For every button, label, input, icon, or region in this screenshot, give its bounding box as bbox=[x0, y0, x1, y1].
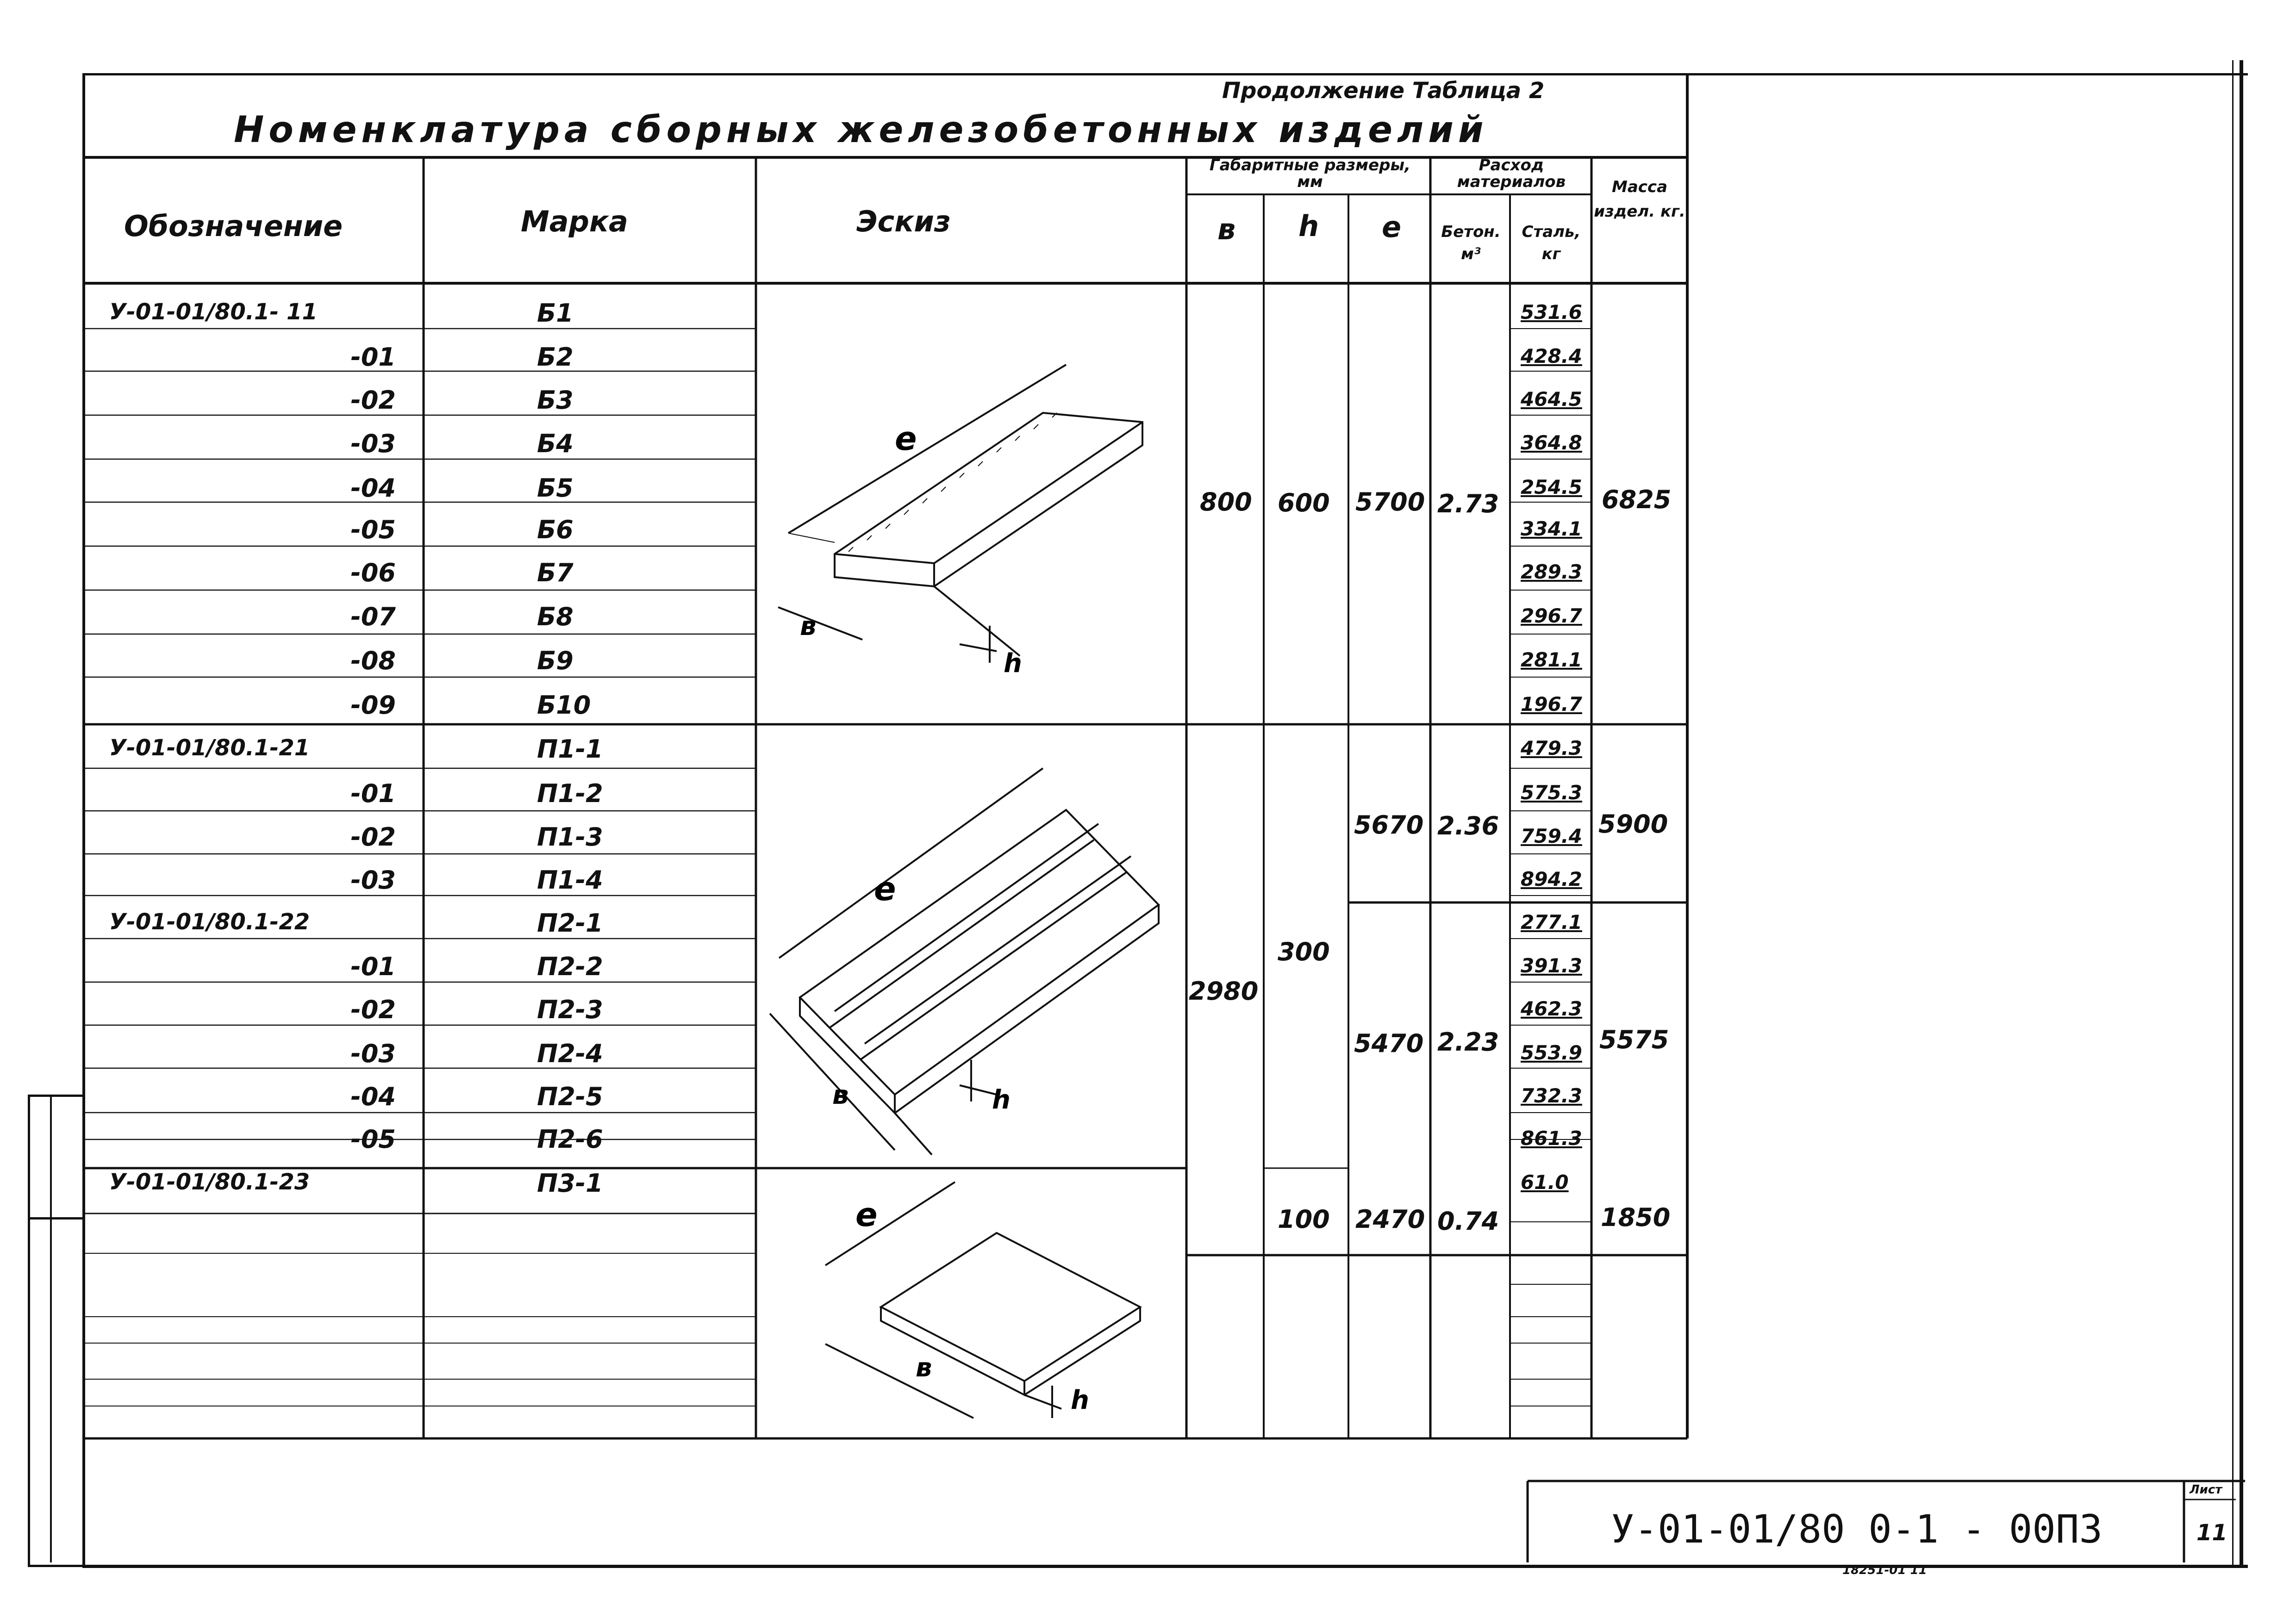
sketch-beam-label-h: h bbox=[1004, 648, 1022, 678]
row-mark: Б1 bbox=[537, 299, 574, 328]
sheet-label: Лист bbox=[2190, 1483, 2222, 1497]
row-steel: 277.1 bbox=[1521, 911, 1582, 933]
p1-group-mass: 5900 bbox=[1598, 809, 1668, 839]
row-designation: -07 bbox=[350, 602, 396, 631]
header-mark: Марка bbox=[521, 205, 628, 238]
row-mark: Б10 bbox=[537, 691, 591, 720]
row-designation: У-01-01/80.1-23 bbox=[109, 1169, 310, 1195]
row-steel: 296.7 bbox=[1521, 604, 1582, 627]
row-steel: 464.5 bbox=[1521, 388, 1582, 411]
header-steel bbox=[1512, 221, 1591, 265]
row-mark: П2-5 bbox=[537, 1082, 603, 1111]
row-designation: -02 bbox=[350, 822, 396, 852]
header-mass bbox=[1593, 175, 1686, 224]
header-materials bbox=[1435, 157, 1588, 190]
header-dim-b: в bbox=[1217, 212, 1236, 246]
row-mark: П3-1 bbox=[537, 1169, 603, 1198]
row-mark: Б7 bbox=[537, 558, 574, 587]
row-mark: П2-6 bbox=[537, 1125, 603, 1154]
row-steel: 428.4 bbox=[1521, 345, 1582, 367]
row-designation: -03 bbox=[350, 429, 396, 458]
row-designation: -08 bbox=[350, 646, 396, 675]
row-designation: -02 bbox=[350, 995, 396, 1024]
row-steel: 531.6 bbox=[1521, 301, 1582, 324]
row-steel: 289.3 bbox=[1521, 560, 1582, 583]
header-sketch: Эскиз bbox=[856, 205, 951, 238]
row-mark: Б3 bbox=[537, 386, 574, 415]
row-mark: П1-2 bbox=[537, 779, 603, 808]
row-designation: -05 bbox=[350, 515, 396, 544]
p1-group-length: 5670 bbox=[1354, 810, 1424, 840]
row-mark: Б8 bbox=[537, 602, 574, 631]
drawing-code: У-01-01/80 0-1 - 00П3 bbox=[1611, 1506, 2103, 1552]
sheet-number: 11 bbox=[2196, 1520, 2227, 1546]
row-steel: 479.3 bbox=[1521, 737, 1582, 759]
row-mark: П1-4 bbox=[537, 865, 603, 895]
row-steel: 391.3 bbox=[1521, 954, 1582, 977]
row-mark: Б4 bbox=[537, 429, 574, 458]
sketch-beam-label-b: в bbox=[800, 611, 817, 641]
row-designation: -02 bbox=[350, 386, 396, 415]
header-designation: Обозначение bbox=[124, 209, 343, 243]
row-designation: У-01-01/80.1-22 bbox=[109, 909, 310, 935]
sketch-panel-label-b: в bbox=[832, 1080, 849, 1110]
row-designation: У-01-01/80.1- 11 bbox=[109, 299, 318, 325]
row-designation: -01 bbox=[350, 342, 396, 372]
row-steel: 462.3 bbox=[1521, 997, 1582, 1020]
p3-group-height: 100 bbox=[1278, 1205, 1330, 1234]
header-mass-text: Масса издел. кг. bbox=[1594, 178, 1685, 221]
row-steel: 894.2 bbox=[1521, 868, 1582, 890]
b-group-concrete: 2.73 bbox=[1437, 489, 1499, 518]
b-group-length: 5700 bbox=[1355, 487, 1425, 516]
row-designation: -06 bbox=[350, 558, 396, 587]
header-concrete bbox=[1433, 221, 1509, 265]
header-materials-text: Расход материалов bbox=[1457, 156, 1566, 191]
row-mark: Б6 bbox=[537, 515, 574, 544]
row-designation: -05 bbox=[350, 1125, 396, 1154]
b-group-width: 800 bbox=[1200, 487, 1252, 516]
row-designation: -01 bbox=[350, 952, 396, 981]
row-steel: 861.3 bbox=[1521, 1127, 1582, 1150]
p3-group-mass: 1850 bbox=[1601, 1203, 1671, 1232]
continuation-label: Продолжение Таблица 2 bbox=[1222, 78, 1545, 104]
row-designation: У-01-01/80.1-21 bbox=[109, 735, 310, 761]
row-steel: 254.5 bbox=[1521, 476, 1582, 498]
row-designation: -09 bbox=[350, 691, 396, 720]
header-dimensions-text: Габаритные размеры, мм bbox=[1209, 156, 1411, 191]
table-title: Номенклатура сборных железобетонных изделий bbox=[234, 109, 1488, 151]
b-group-height: 600 bbox=[1278, 488, 1330, 517]
row-designation: -03 bbox=[350, 1039, 396, 1068]
row-mark: П2-4 bbox=[537, 1039, 603, 1068]
row-mark: Б9 bbox=[537, 646, 574, 675]
row-designation: -04 bbox=[350, 473, 396, 503]
row-mark: П1-1 bbox=[537, 734, 603, 764]
row-steel: 196.7 bbox=[1521, 693, 1582, 716]
row-mark: Б5 bbox=[537, 473, 574, 503]
sketch-ribbed-panel bbox=[756, 724, 1186, 1169]
sketch-slab-label-h: h bbox=[1071, 1385, 1089, 1415]
header-dimensions bbox=[1204, 157, 1416, 190]
sketch-beam-label-l: e bbox=[895, 420, 917, 458]
p1-group-concrete: 2.36 bbox=[1437, 811, 1499, 840]
header-steel-text: Сталь, кг bbox=[1522, 223, 1581, 263]
sketch-panel-label-h: h bbox=[992, 1085, 1011, 1115]
p2-group-length: 5470 bbox=[1354, 1029, 1424, 1058]
header-dim-l: e bbox=[1382, 210, 1402, 244]
row-mark: П2-3 bbox=[537, 995, 603, 1024]
row-designation: -03 bbox=[350, 865, 396, 895]
sketch-beam bbox=[756, 283, 1186, 724]
sketch-flat-slab bbox=[756, 1168, 1186, 1438]
row-steel: 61.0 bbox=[1521, 1171, 1569, 1194]
sketch-slab-label-l: e bbox=[855, 1196, 878, 1234]
row-mark: П2-1 bbox=[537, 908, 603, 938]
p3-group-length: 2470 bbox=[1355, 1205, 1425, 1234]
row-steel: 281.1 bbox=[1521, 648, 1582, 671]
p2-group-mass: 5575 bbox=[1599, 1025, 1669, 1054]
row-steel: 732.3 bbox=[1521, 1084, 1582, 1107]
row-steel: 759.4 bbox=[1521, 825, 1582, 847]
p-width: 2980 bbox=[1189, 977, 1259, 1006]
p3-group-concrete: 0.74 bbox=[1437, 1207, 1499, 1236]
row-steel: 553.9 bbox=[1521, 1041, 1582, 1064]
header-dim-h: h bbox=[1298, 209, 1319, 243]
sketch-panel-label-l: e bbox=[874, 870, 896, 908]
row-mark: П2-2 bbox=[537, 952, 603, 981]
row-designation: -04 bbox=[350, 1082, 396, 1111]
row-steel: 334.1 bbox=[1521, 517, 1582, 540]
row-mark: П1-3 bbox=[537, 822, 603, 852]
p2-group-concrete: 2.23 bbox=[1437, 1027, 1499, 1057]
header-concrete-text: Бетон. м³ bbox=[1441, 223, 1501, 263]
sketch-slab-label-b: в bbox=[916, 1353, 932, 1383]
p-height: 300 bbox=[1278, 937, 1330, 966]
row-steel: 575.3 bbox=[1521, 781, 1582, 804]
row-mark: Б2 bbox=[537, 342, 574, 372]
row-designation: -01 bbox=[350, 779, 396, 808]
archive-number: 18251-01 11 bbox=[1842, 1563, 1927, 1577]
b-group-mass: 6825 bbox=[1602, 485, 1672, 514]
row-steel: 364.8 bbox=[1521, 431, 1582, 454]
